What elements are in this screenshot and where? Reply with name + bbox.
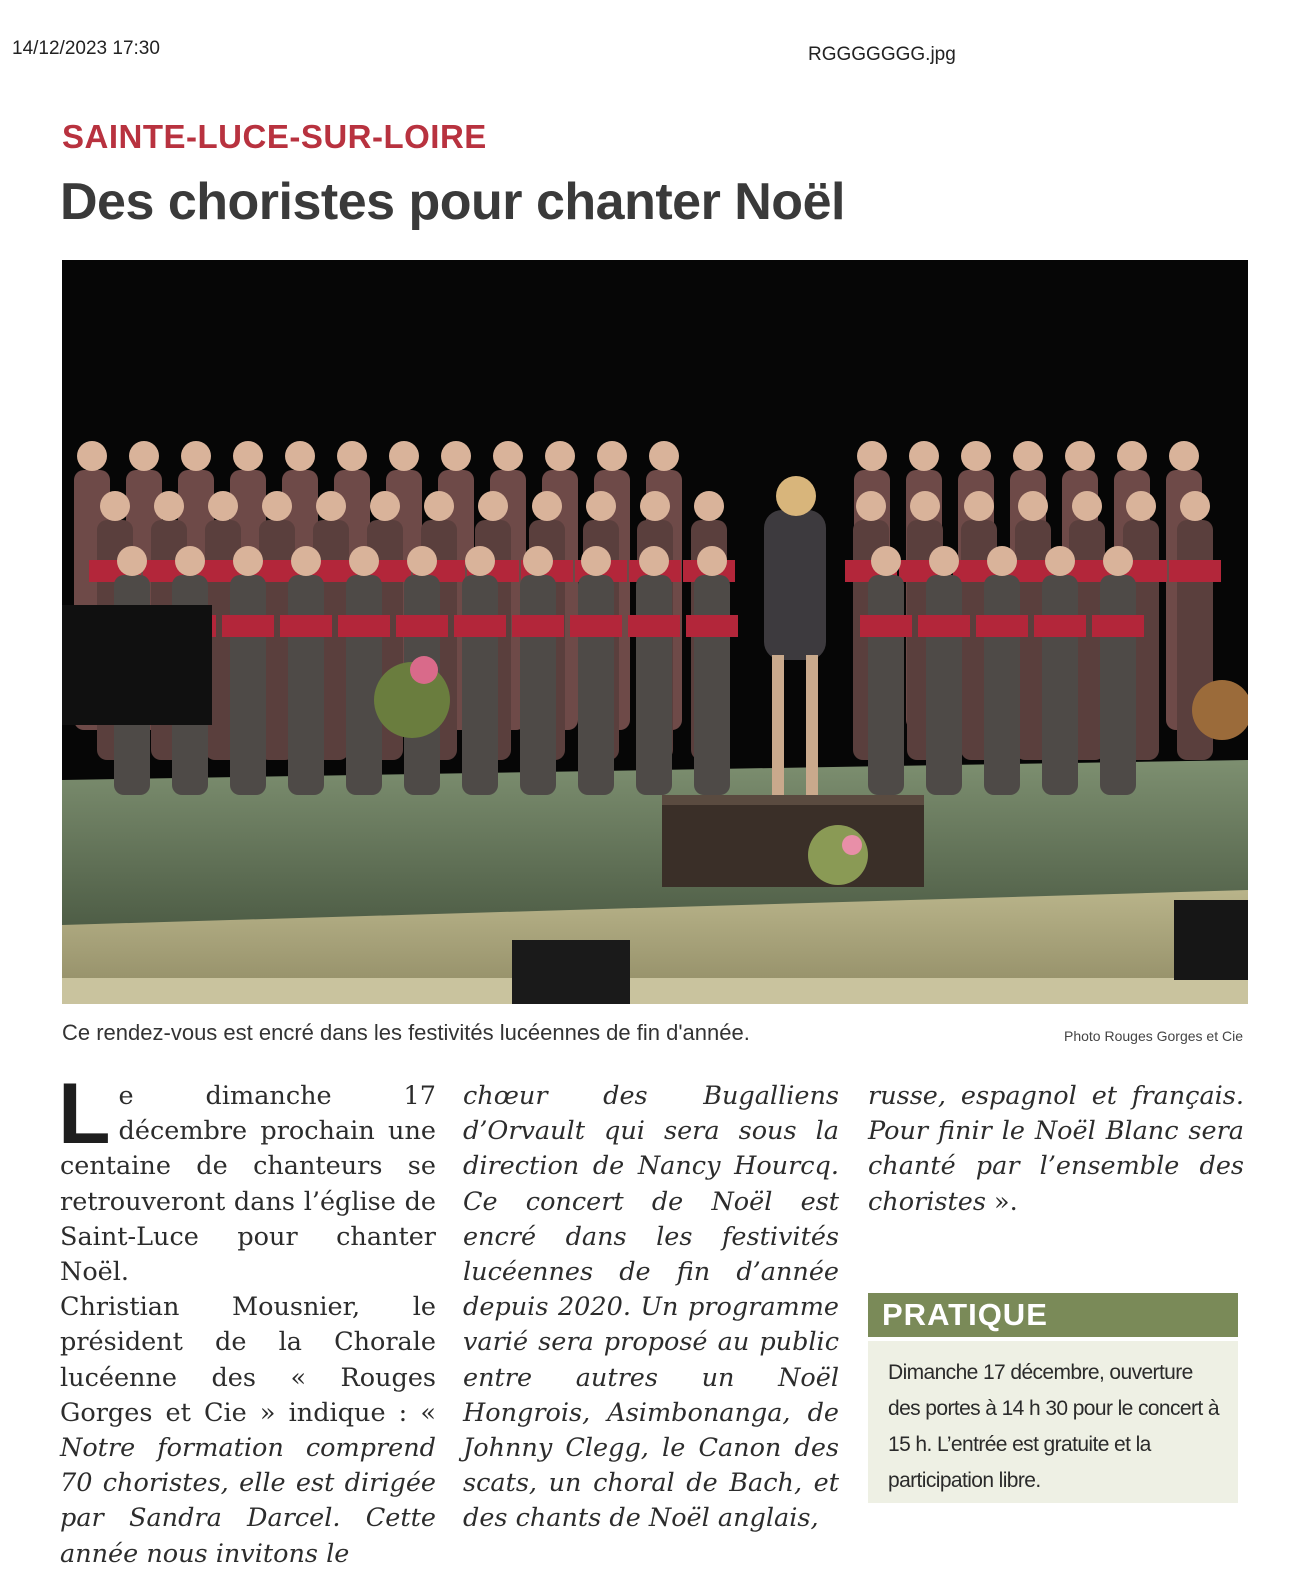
photo-caption: Ce rendez-vous est encré dans les festivités lucéennes de fin d'année. [62, 1020, 750, 1045]
practical-box-title: PRATIQUE [868, 1293, 1238, 1337]
article-kicker: SAINTE-LUCE-SUR-LOIRE [62, 118, 487, 155]
article-column-1 [58, 1066, 436, 1572]
choir-photo-illustration [62, 260, 1248, 1004]
article-column-2 [463, 1079, 839, 1537]
quote-part-2: chœur des Bugalliens d’Orvault qui sera sous la direction de Nancy Hourcq. Ce concert de Noël est encré dans les festivités lucéennes de fin d’année depuis 2020. Un programme varié sera proposé au public entre autres un Noël Hongrois, Asimbonanga, de Johnny Clegg, le Canon des scats, un choral de Bach, et des chants de Noël anglais, [463, 1081, 839, 1534]
quote-part-3: russe, espagnol et français. Pour finir le Noël Blanc sera chanté par l’ensemble des choristes [868, 1081, 1244, 1217]
drop-cap: L [58, 1066, 111, 1162]
quote-close: ». [985, 1186, 1018, 1217]
paragraph-2-lead: Christian Mousnier, le président de la Chorale lucéenne des « Rouges Gorges et Cie » indique : « [60, 1292, 436, 1428]
photo-credit: Photo Rouges Gorges et Cie [1064, 1028, 1243, 1044]
print-datetime: 14/12/2023 17:30 [12, 38, 160, 59]
paragraph-1: e dimanche 17 décembre prochain une centaine de chanteurs se retrouveront dans l’église de Saint-Luce pour chanter Noël. [60, 1081, 436, 1288]
practical-box-text: Dimanche 17 décembre, ouverture des portes à 14 h 30 pour le concert à 15 h. L’entrée est gratuite et la participation libre. [868, 1341, 1238, 1503]
choir-photo [62, 260, 1248, 1004]
quote-part-1: Notre formation comprend 70 choristes, elle est dirigée par Sandra Darcel. Cette année nous invitons le [60, 1433, 436, 1569]
print-filename: RGGGGGGG.jpg [808, 44, 956, 65]
article-column-3 [868, 1079, 1244, 1220]
article-headline: Des choristes pour chanter Noël [60, 173, 845, 231]
